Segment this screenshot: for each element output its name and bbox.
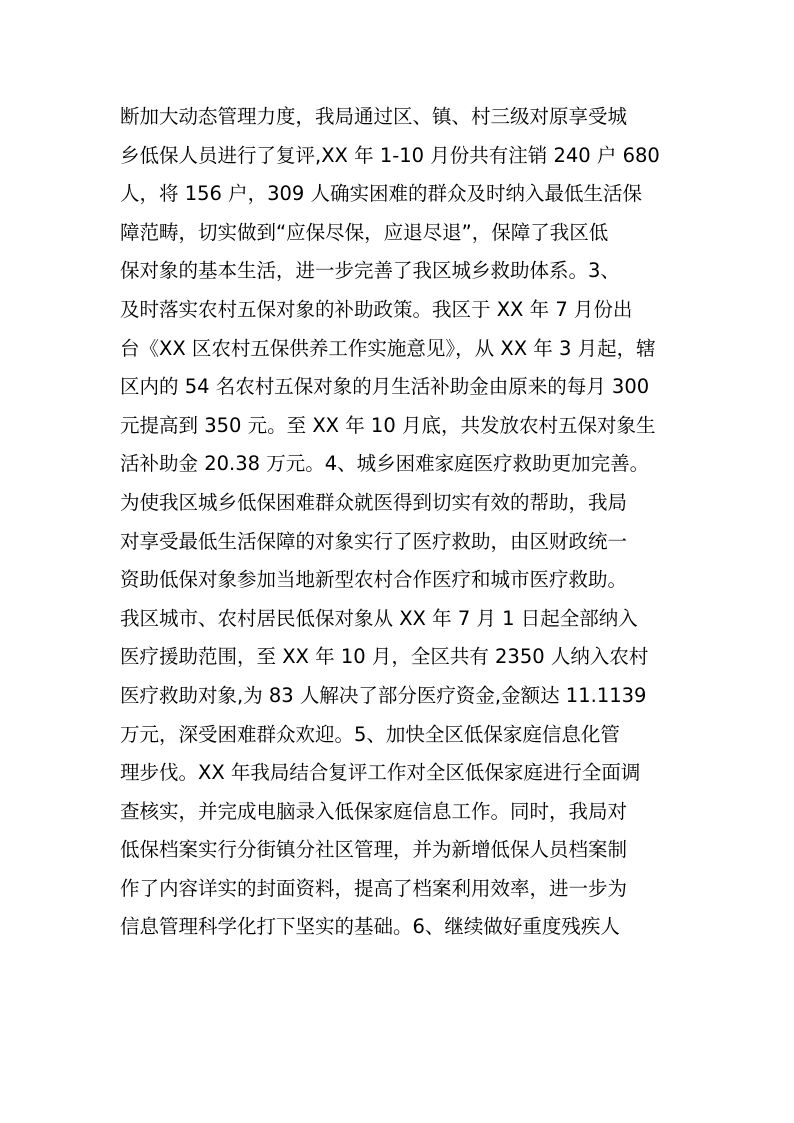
- text-line: 信息管理科学化打下坚实的基础。6、继续做好重度残疾人: [120, 915, 620, 939]
- text-line: 断加大动态管理力度，我局通过区、镇、村三级对原享受城: [120, 105, 628, 128]
- text-line: 乡低保人员进行了复评,XX 年 1-10 月份共有注销 240 户 680: [120, 143, 660, 167]
- text-line: 区内的 54 名农村五保对象的月生活补助金由原来的每月 300: [120, 375, 650, 399]
- text-line: 医疗援助范围，至 XX 年 10 月，全区共有 2350 人纳入农村: [120, 645, 649, 669]
- text-line: 医疗救助对象,为 83 人解决了部分医疗资金,金额达 11.1139: [120, 683, 647, 707]
- text-line: 元提高到 350 元。至 XX 年 10 月底，共发放农村五保对象生: [120, 413, 656, 437]
- text-line: 活补助金 20.38 万元。4、城乡困难家庭医疗救助更加完善。: [120, 452, 650, 476]
- body-text: [120, 98, 700, 947]
- text-line: 查核实，并完成电脑录入低保家庭信息工作。同时，我局对: [120, 799, 628, 823]
- text-line: 低保档案实行分街镇分社区管理，并为新增低保人员档案制: [120, 838, 628, 862]
- text-line: 理步伐。XX 年我局结合复评工作对全区低保家庭进行全面调: [120, 761, 641, 785]
- text-line: 资助低保对象参加当地新型农村合作医疗和城市医疗救助。: [120, 568, 628, 592]
- text-line: 台《XX 区农村五保供养工作实施意见》，从 XX 年 3 月起，辖: [120, 336, 656, 360]
- text-line: 保对象的基本生活，进一步完善了我区城乡救助体系。3、: [120, 259, 620, 283]
- text-line: 我区城市、农村居民低保对象从 XX 年 7 月 1 日起全部纳入: [120, 606, 638, 630]
- text-line: 作了内容详实的封面资料，提高了档案利用效率，进一步为: [120, 876, 628, 900]
- text-line: 及时落实农村五保对象的补助政策。我区于 XX 年 7 月份出: [120, 297, 633, 321]
- text-line: 人，将 156 户，309 人确实困难的群众及时纳入最低生活保: [120, 182, 643, 206]
- text-line: 万元，深受困难群众欢迎。5、加快全区低保家庭信息化管: [120, 722, 620, 746]
- text-line: 为使我区城乡低保困难群众就医得到切实有效的帮助，我局: [120, 490, 628, 514]
- text-line: 对享受最低生活保障的对象实行了医疗救助，由区财政统一: [120, 529, 628, 553]
- text-line: 障范畴，切实做到“应保尽保，应退尽退”，保障了我区低: [120, 220, 609, 244]
